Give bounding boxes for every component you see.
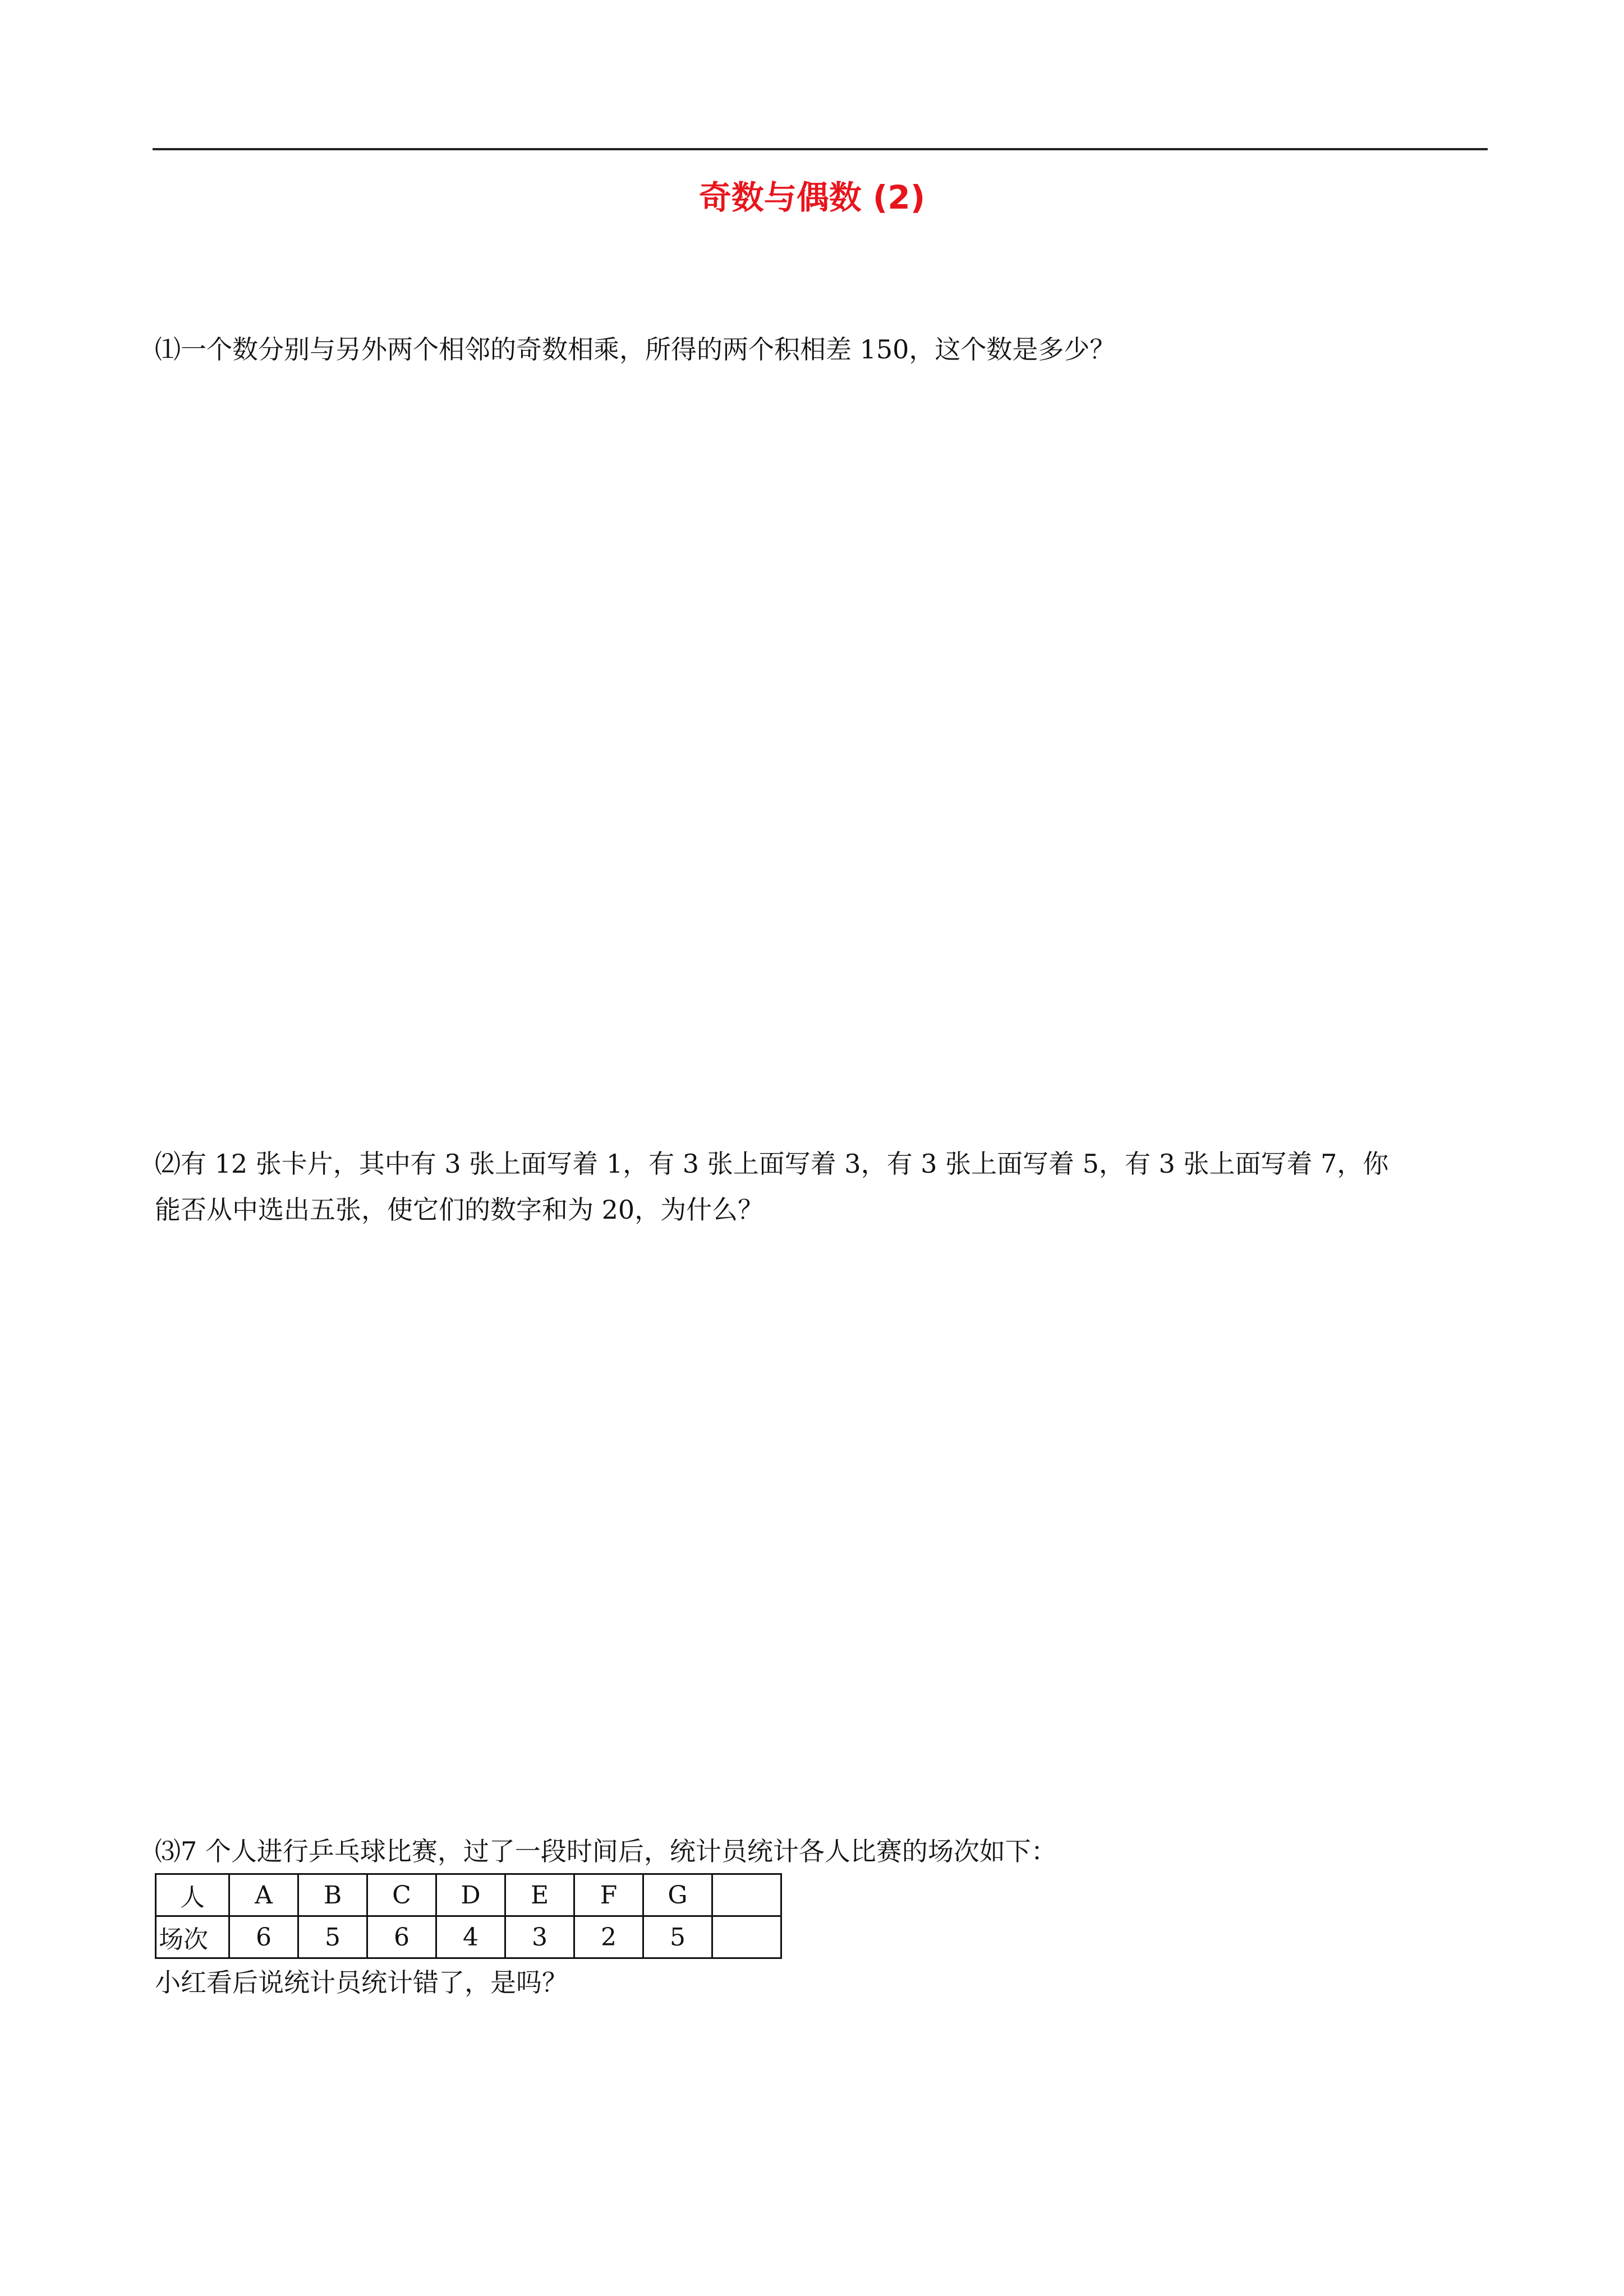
table-person-cell: B <box>298 1874 367 1916</box>
table-person-cell: G <box>643 1874 712 1916</box>
question-2-line-1: ⑵有 12 张卡片，其中有 3 张上面写着 1，有 3 张上面写着 3，有 3 张上面写着 5，有 3 张上面写着 7，你 <box>155 1149 1389 1179</box>
question-3-line-1: ⑶7 个人进行乒乓球比赛，过了一段时间后，统计员统计各人比赛的场次如下： <box>155 1836 1057 1866</box>
table-person-cell: C <box>367 1874 436 1916</box>
matches-table <box>155 1873 782 1959</box>
table-row <box>156 1916 781 1958</box>
question-3-line-2: 小红看后说统计员统计错了，是吗？ <box>155 1967 568 1998</box>
header-rule <box>153 148 1488 150</box>
table-matches-cell: 2 <box>574 1916 643 1958</box>
table-matches-cell: 4 <box>436 1916 505 1958</box>
table-matches-cell: 5 <box>298 1916 367 1958</box>
page-title: 奇数与偶数 (2) <box>698 178 926 216</box>
table-person-cell: E <box>505 1874 574 1916</box>
table-row-label: 场次 <box>156 1916 229 1958</box>
question-1-text: ⑴一个数分别与另外两个相邻的奇数相乘，所得的两个积相差 150，这个数是多少？ <box>155 334 1116 365</box>
table-person-cell: D <box>436 1874 505 1916</box>
table-matches-cell: 6 <box>367 1916 436 1958</box>
table-person-cell: A <box>229 1874 298 1916</box>
table-matches-cell: 6 <box>229 1916 298 1958</box>
table-person-cell: F <box>574 1874 643 1916</box>
table-matches-cell <box>712 1916 781 1958</box>
table-matches-cell: 3 <box>505 1916 574 1958</box>
table-header-row <box>156 1874 781 1916</box>
table-person-cell <box>712 1874 781 1916</box>
table-header-label: 人 <box>156 1874 229 1916</box>
question-2-line-2: 能否从中选出五张，使它们的数字和为 20，为什么？ <box>155 1195 764 1225</box>
table-matches-cell: 5 <box>643 1916 712 1958</box>
